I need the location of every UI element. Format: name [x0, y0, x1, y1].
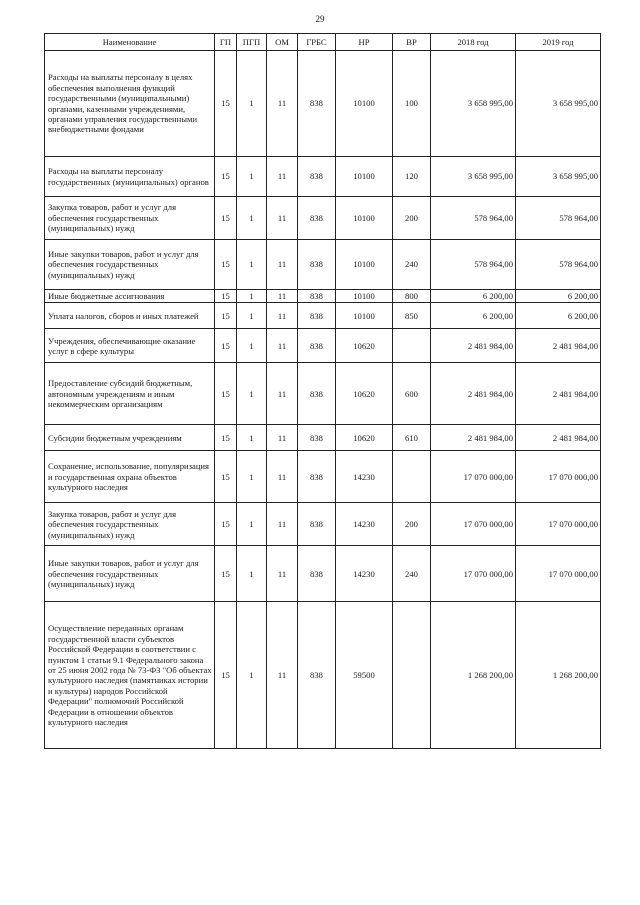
- table-row: [45, 425, 601, 451]
- cell-name: Расходы на выплаты персоналу государственных (муниципальных) органов: [45, 157, 215, 197]
- cell-pgp: 1: [237, 197, 267, 240]
- cell-gp: 15: [215, 363, 237, 425]
- cell-grbs: 838: [298, 157, 336, 197]
- cell-name: Сохранение, использование, популяризация и государственная охрана объектов культурного наследия: [45, 451, 215, 503]
- cell-nr: 10100: [336, 197, 393, 240]
- cell-vr: 600: [393, 363, 431, 425]
- table-row: [45, 451, 601, 503]
- header-2018: 2018 год: [431, 34, 516, 51]
- cell-name: Учреждения, обеспечивающие оказание услуг в сфере культуры: [45, 329, 215, 363]
- cell-grbs: 838: [298, 546, 336, 602]
- cell-om: 11: [267, 51, 298, 157]
- table-row: [45, 503, 601, 546]
- header-vr: ВР: [393, 34, 431, 51]
- cell-2018: 578 964,00: [431, 240, 516, 290]
- cell-gp: 15: [215, 503, 237, 546]
- cell-grbs: 838: [298, 503, 336, 546]
- cell-nr: 10100: [336, 157, 393, 197]
- cell-2019: 17 070 000,00: [516, 503, 601, 546]
- cell-nr: 10100: [336, 240, 393, 290]
- cell-nr: 14230: [336, 546, 393, 602]
- cell-om: 11: [267, 425, 298, 451]
- cell-nr: 14230: [336, 451, 393, 503]
- cell-name: Субсидии бюджетным учреждениям: [45, 425, 215, 451]
- table-row: [45, 329, 601, 363]
- cell-om: 11: [267, 329, 298, 363]
- cell-vr: 800: [393, 290, 431, 303]
- cell-nr: 10620: [336, 425, 393, 451]
- cell-2018: 6 200,00: [431, 290, 516, 303]
- table-row: [45, 546, 601, 602]
- cell-gp: 15: [215, 546, 237, 602]
- cell-gp: 15: [215, 602, 237, 749]
- cell-2019: 578 964,00: [516, 197, 601, 240]
- cell-2018: 1 268 200,00: [431, 602, 516, 749]
- cell-2019: 2 481 984,00: [516, 425, 601, 451]
- header-om: ОМ: [267, 34, 298, 51]
- cell-grbs: 838: [298, 425, 336, 451]
- cell-2019: 17 070 000,00: [516, 546, 601, 602]
- cell-om: 11: [267, 363, 298, 425]
- cell-nr: 59500: [336, 602, 393, 749]
- cell-vr: 200: [393, 503, 431, 546]
- cell-2019: 2 481 984,00: [516, 329, 601, 363]
- cell-pgp: 1: [237, 303, 267, 329]
- cell-2019: 1 268 200,00: [516, 602, 601, 749]
- cell-nr: 10620: [336, 363, 393, 425]
- cell-2018: 2 481 984,00: [431, 329, 516, 363]
- cell-gp: 15: [215, 197, 237, 240]
- cell-2019: 17 070 000,00: [516, 451, 601, 503]
- header-name: Наименование: [45, 34, 215, 51]
- cell-grbs: 838: [298, 363, 336, 425]
- cell-vr: 120: [393, 157, 431, 197]
- cell-gp: 15: [215, 51, 237, 157]
- cell-2019: 3 658 995,00: [516, 51, 601, 157]
- cell-vr: 240: [393, 546, 431, 602]
- cell-om: 11: [267, 290, 298, 303]
- cell-gp: 15: [215, 425, 237, 451]
- cell-grbs: 838: [298, 51, 336, 157]
- cell-2019: 6 200,00: [516, 303, 601, 329]
- budget-table: [44, 33, 601, 749]
- header-gp: ГП: [215, 34, 237, 51]
- cell-gp: 15: [215, 157, 237, 197]
- cell-pgp: 1: [237, 290, 267, 303]
- table-header-row: [45, 34, 601, 51]
- cell-2018: 578 964,00: [431, 197, 516, 240]
- cell-om: 11: [267, 197, 298, 240]
- cell-2018: 17 070 000,00: [431, 451, 516, 503]
- cell-2019: 578 964,00: [516, 240, 601, 290]
- cell-grbs: 838: [298, 197, 336, 240]
- cell-vr: 610: [393, 425, 431, 451]
- header-grbs: ГРБС: [298, 34, 336, 51]
- cell-pgp: 1: [237, 451, 267, 503]
- cell-vr: 850: [393, 303, 431, 329]
- cell-2018: 17 070 000,00: [431, 503, 516, 546]
- cell-name: Иные закупки товаров, работ и услуг для обеспечения государственных (муниципальных) нужд: [45, 240, 215, 290]
- cell-grbs: 838: [298, 303, 336, 329]
- cell-vr: [393, 451, 431, 503]
- table-row: [45, 197, 601, 240]
- table-row: [45, 363, 601, 425]
- table-row: [45, 157, 601, 197]
- cell-2019: 3 658 995,00: [516, 157, 601, 197]
- cell-nr: 10100: [336, 290, 393, 303]
- table-row: [45, 602, 601, 749]
- page-number: 29: [315, 14, 325, 24]
- cell-om: 11: [267, 157, 298, 197]
- cell-2018: 17 070 000,00: [431, 546, 516, 602]
- cell-nr: 10100: [336, 51, 393, 157]
- cell-grbs: 838: [298, 451, 336, 503]
- cell-vr: [393, 329, 431, 363]
- cell-pgp: 1: [237, 329, 267, 363]
- cell-om: 11: [267, 303, 298, 329]
- cell-vr: 100: [393, 51, 431, 157]
- cell-gp: 15: [215, 329, 237, 363]
- cell-2018: 2 481 984,00: [431, 425, 516, 451]
- cell-pgp: 1: [237, 51, 267, 157]
- cell-nr: 14230: [336, 503, 393, 546]
- table-row: [45, 290, 601, 303]
- cell-grbs: 838: [298, 290, 336, 303]
- cell-name: Иные бюджетные ассигнования: [45, 290, 215, 303]
- cell-name: Предоставление субсидий бюджетным, автономным учреждениям и иным некоммерческим организациям: [45, 363, 215, 425]
- table-row: [45, 51, 601, 157]
- cell-pgp: 1: [237, 425, 267, 451]
- cell-name: Расходы на выплаты персоналу в целях обеспечения выполнения функций государственными (муниципальными) органами, казенными учреждениями, органами управления государственными внебюджетными фондами: [45, 51, 215, 157]
- cell-pgp: 1: [237, 240, 267, 290]
- cell-pgp: 1: [237, 157, 267, 197]
- cell-grbs: 838: [298, 329, 336, 363]
- cell-vr: 240: [393, 240, 431, 290]
- cell-nr: 10620: [336, 329, 393, 363]
- cell-pgp: 1: [237, 546, 267, 602]
- header-2019: 2019 год: [516, 34, 601, 51]
- cell-gp: 15: [215, 240, 237, 290]
- cell-name: Осуществление переданных органам государственной власти субъектов Российской Федерации в соответствии с пунктом 1 статьи 9.1 Федерального закона от 25 июня 2002 года № 73-ФЗ "Об объектах культурного наследия (памятниках истории и культуры) народов Российской Федерации" полномочий Российской Федерации в отношении объектов культурного наследия: [45, 602, 215, 749]
- cell-gp: 15: [215, 303, 237, 329]
- cell-gp: 15: [215, 290, 237, 303]
- cell-2018: 3 658 995,00: [431, 157, 516, 197]
- table-row: [45, 303, 601, 329]
- cell-name: Закупка товаров, работ и услуг для обеспечения государственных (муниципальных) нужд: [45, 503, 215, 546]
- cell-om: 11: [267, 240, 298, 290]
- cell-name: Закупка товаров, работ и услуг для обеспечения государственных (муниципальных) нужд: [45, 197, 215, 240]
- cell-vr: [393, 602, 431, 749]
- cell-om: 11: [267, 546, 298, 602]
- cell-pgp: 1: [237, 363, 267, 425]
- cell-grbs: 838: [298, 602, 336, 749]
- header-pgp: ПГП: [237, 34, 267, 51]
- cell-2019: 2 481 984,00: [516, 363, 601, 425]
- cell-om: 11: [267, 451, 298, 503]
- cell-om: 11: [267, 602, 298, 749]
- header-nr: НР: [336, 34, 393, 51]
- cell-nr: 10100: [336, 303, 393, 329]
- table-row: [45, 240, 601, 290]
- cell-name: Уплата налогов, сборов и иных платежей: [45, 303, 215, 329]
- cell-2018: 2 481 984,00: [431, 363, 516, 425]
- cell-grbs: 838: [298, 240, 336, 290]
- cell-2018: 3 658 995,00: [431, 51, 516, 157]
- cell-pgp: 1: [237, 503, 267, 546]
- cell-vr: 200: [393, 197, 431, 240]
- cell-gp: 15: [215, 451, 237, 503]
- cell-name: Иные закупки товаров, работ и услуг для обеспечения государственных (муниципальных) нужд: [45, 546, 215, 602]
- cell-pgp: 1: [237, 602, 267, 749]
- cell-2019: 6 200,00: [516, 290, 601, 303]
- cell-om: 11: [267, 503, 298, 546]
- cell-2018: 6 200,00: [431, 303, 516, 329]
